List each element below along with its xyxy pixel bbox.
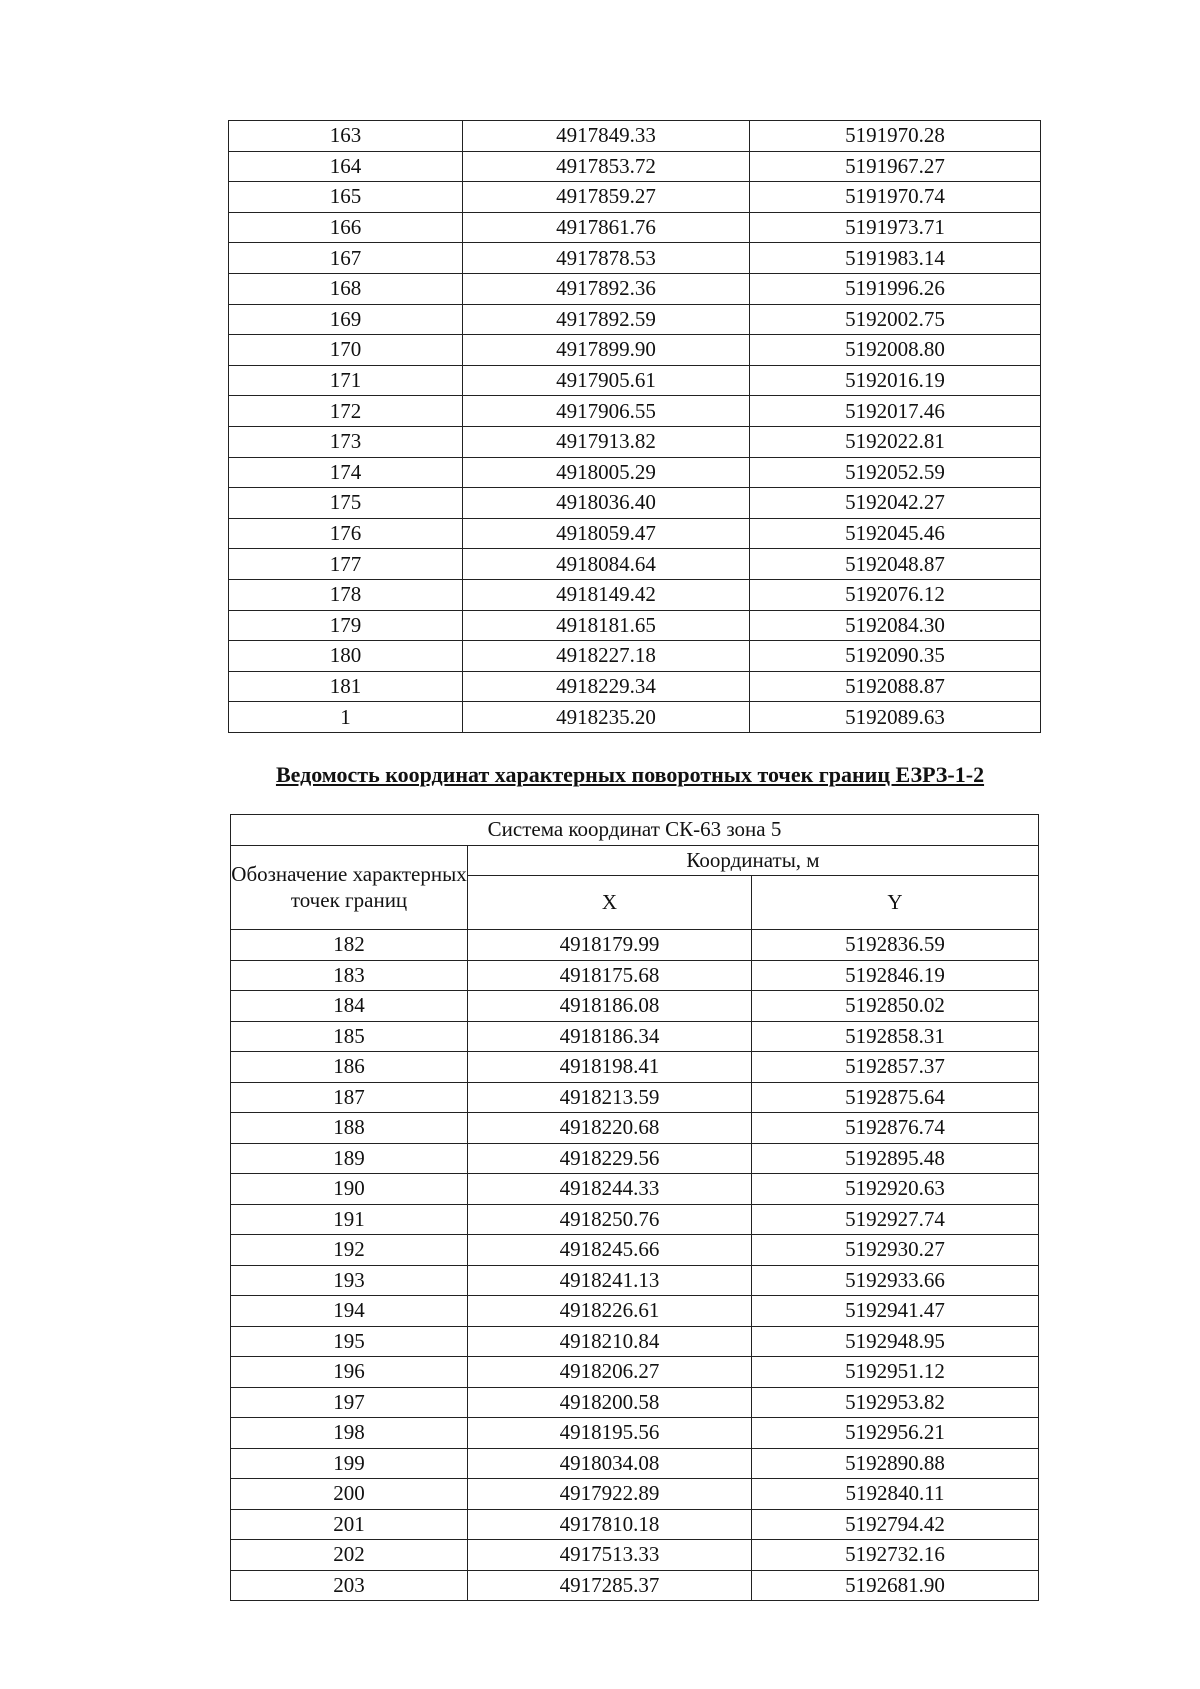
- table-row: [229, 457, 1041, 488]
- point-cell: 172: [229, 396, 463, 427]
- x-cell: 4918175.68: [468, 960, 752, 991]
- point-cell: 163: [229, 121, 463, 152]
- x-cell: 4918200.58: [468, 1387, 752, 1418]
- table-row: [231, 1418, 1039, 1449]
- x-cell: 4918181.65: [463, 610, 750, 641]
- point-cell: 167: [229, 243, 463, 274]
- point-cell: 203: [231, 1570, 468, 1601]
- table-row: [231, 1540, 1039, 1571]
- point-cell: 178: [229, 579, 463, 610]
- point-cell: 198: [231, 1418, 468, 1449]
- x-cell: 4918034.08: [468, 1448, 752, 1479]
- x-cell: 4918179.99: [468, 930, 752, 961]
- x-cell: 4918005.29: [463, 457, 750, 488]
- table-row: [231, 1174, 1039, 1205]
- y-cell: 5192008.80: [750, 335, 1041, 366]
- point-cell: 181: [229, 671, 463, 702]
- x-cell: 4918226.61: [468, 1296, 752, 1327]
- table-row: [231, 1052, 1039, 1083]
- x-cell: 4918227.18: [463, 641, 750, 672]
- point-cell: 197: [231, 1387, 468, 1418]
- point-cell: 191: [231, 1204, 468, 1235]
- x-cell: 4918229.56: [468, 1143, 752, 1174]
- table-row: [229, 243, 1041, 274]
- coordinates-header: Координаты, м: [468, 845, 1039, 876]
- table-row: [229, 702, 1041, 733]
- y-cell: 5192876.74: [752, 1113, 1039, 1144]
- y-cell: 5192951.12: [752, 1357, 1039, 1388]
- table-row: [231, 1387, 1039, 1418]
- table-row: [231, 930, 1039, 961]
- x-cell: 4918036.40: [463, 488, 750, 519]
- x-cell: 4917810.18: [468, 1509, 752, 1540]
- table2-body: [231, 930, 1039, 1601]
- point-cell: 187: [231, 1082, 468, 1113]
- point-cell: 189: [231, 1143, 468, 1174]
- y-cell: 5192956.21: [752, 1418, 1039, 1449]
- table-row: [231, 1235, 1039, 1266]
- table-row: [229, 426, 1041, 457]
- y-cell: 5192002.75: [750, 304, 1041, 335]
- y-cell: 5192890.88: [752, 1448, 1039, 1479]
- point-cell: 183: [231, 960, 468, 991]
- point-cell: 186: [231, 1052, 468, 1083]
- point-cell: 171: [229, 365, 463, 396]
- table-row: [231, 1448, 1039, 1479]
- point-cell: 201: [231, 1509, 468, 1540]
- point-cell: 164: [229, 151, 463, 182]
- table-row: [229, 579, 1041, 610]
- point-cell: 199: [231, 1448, 468, 1479]
- table-row: [229, 212, 1041, 243]
- y-cell: 5192088.87: [750, 671, 1041, 702]
- table-row: [231, 991, 1039, 1022]
- x-cell: 4918084.64: [463, 549, 750, 580]
- point-cell: 170: [229, 335, 463, 366]
- table-row: [231, 1204, 1039, 1235]
- x-cell: 4918186.34: [468, 1021, 752, 1052]
- section-heading: Ведомость координат характерных поворотных точек границ ЕЗРЗ-1-2: [275, 762, 985, 787]
- y-cell: 5192836.59: [752, 930, 1039, 961]
- y-cell: 5192948.95: [752, 1326, 1039, 1357]
- y-cell: 5192846.19: [752, 960, 1039, 991]
- table-row: [229, 365, 1041, 396]
- table-row: [231, 1143, 1039, 1174]
- x-cell: 4918059.47: [463, 518, 750, 549]
- x-cell: 4918244.33: [468, 1174, 752, 1205]
- x-header: X: [468, 876, 752, 930]
- x-cell: 4918241.13: [468, 1265, 752, 1296]
- y-cell: 5192858.31: [752, 1021, 1039, 1052]
- x-cell: 4917878.53: [463, 243, 750, 274]
- y-header: Y: [752, 876, 1039, 930]
- point-cell: 177: [229, 549, 463, 580]
- x-cell: 4918235.20: [463, 702, 750, 733]
- y-cell: 5192857.37: [752, 1052, 1039, 1083]
- point-cell: 192: [231, 1235, 468, 1266]
- y-cell: 5191996.26: [750, 273, 1041, 304]
- x-cell: 4918250.76: [468, 1204, 752, 1235]
- x-cell: 4917853.72: [463, 151, 750, 182]
- point-cell: 196: [231, 1357, 468, 1388]
- point-cell: 166: [229, 212, 463, 243]
- table-row: [231, 1296, 1039, 1327]
- table-row: [231, 1357, 1039, 1388]
- table-row: [229, 182, 1041, 213]
- point-cell: 200: [231, 1479, 468, 1510]
- table-row: [229, 304, 1041, 335]
- x-cell: 4918220.68: [468, 1113, 752, 1144]
- x-cell: 4917906.55: [463, 396, 750, 427]
- y-cell: 5192875.64: [752, 1082, 1039, 1113]
- table-row: [231, 1265, 1039, 1296]
- x-cell: 4917849.33: [463, 121, 750, 152]
- y-cell: 5192045.46: [750, 518, 1041, 549]
- y-cell: 5192840.11: [752, 1479, 1039, 1510]
- y-cell: 5192681.90: [752, 1570, 1039, 1601]
- x-cell: 4917899.90: [463, 335, 750, 366]
- table-row: [231, 1113, 1039, 1144]
- y-cell: 5192920.63: [752, 1174, 1039, 1205]
- point-cell: 195: [231, 1326, 468, 1357]
- table-row: [231, 1570, 1039, 1601]
- y-cell: 5192089.63: [750, 702, 1041, 733]
- table-row: [231, 1021, 1039, 1052]
- y-cell: 5192930.27: [752, 1235, 1039, 1266]
- point-cell: 182: [231, 930, 468, 961]
- table-row: [229, 518, 1041, 549]
- y-cell: 5191970.28: [750, 121, 1041, 152]
- point-cell: 176: [229, 518, 463, 549]
- x-cell: 4917913.82: [463, 426, 750, 457]
- point-cell: 179: [229, 610, 463, 641]
- point-cell: 184: [231, 991, 468, 1022]
- point-cell: 190: [231, 1174, 468, 1205]
- y-cell: 5192042.27: [750, 488, 1041, 519]
- x-cell: 4917859.27: [463, 182, 750, 213]
- y-cell: 5192022.81: [750, 426, 1041, 457]
- y-cell: 5191967.27: [750, 151, 1041, 182]
- x-cell: 4917892.59: [463, 304, 750, 335]
- table-row: [231, 960, 1039, 991]
- y-cell: 5191970.74: [750, 182, 1041, 213]
- x-cell: 4918195.56: [468, 1418, 752, 1449]
- x-cell: 4918229.34: [463, 671, 750, 702]
- y-cell: 5192016.19: [750, 365, 1041, 396]
- table-row: [229, 273, 1041, 304]
- x-cell: 4917861.76: [463, 212, 750, 243]
- x-cell: 4918186.08: [468, 991, 752, 1022]
- point-cell: 173: [229, 426, 463, 457]
- coordinates-table-continued: [228, 120, 1041, 733]
- table-row: [229, 335, 1041, 366]
- x-cell: 4918149.42: [463, 579, 750, 610]
- y-cell: 5192732.16: [752, 1540, 1039, 1571]
- y-cell: 5192052.59: [750, 457, 1041, 488]
- point-cell: 168: [229, 273, 463, 304]
- point-cell: 185: [231, 1021, 468, 1052]
- y-cell: 5192076.12: [750, 579, 1041, 610]
- x-cell: 4917922.89: [468, 1479, 752, 1510]
- table-row: [231, 1326, 1039, 1357]
- table-row: [229, 641, 1041, 672]
- x-cell: 4918245.66: [468, 1235, 752, 1266]
- y-cell: 5192895.48: [752, 1143, 1039, 1174]
- y-cell: 5192933.66: [752, 1265, 1039, 1296]
- y-cell: 5192084.30: [750, 610, 1041, 641]
- x-cell: 4917513.33: [468, 1540, 752, 1571]
- x-cell: 4917285.37: [468, 1570, 752, 1601]
- point-cell: 174: [229, 457, 463, 488]
- table-row: [231, 1509, 1039, 1540]
- point-cell: 188: [231, 1113, 468, 1144]
- table-row: [231, 1479, 1039, 1510]
- table-row: [229, 151, 1041, 182]
- table-row: [229, 121, 1041, 152]
- x-cell: 4918213.59: [468, 1082, 752, 1113]
- y-cell: 5192953.82: [752, 1387, 1039, 1418]
- point-cell: 175: [229, 488, 463, 519]
- y-cell: 5192927.74: [752, 1204, 1039, 1235]
- y-cell: 5191983.14: [750, 243, 1041, 274]
- coordinates-table: [230, 814, 1039, 1601]
- table-row: [229, 488, 1041, 519]
- point-cell: 1: [229, 702, 463, 733]
- y-cell: 5191973.71: [750, 212, 1041, 243]
- y-cell: 5192048.87: [750, 549, 1041, 580]
- point-cell: 194: [231, 1296, 468, 1327]
- x-cell: 4918198.41: [468, 1052, 752, 1083]
- table-row: [231, 1082, 1039, 1113]
- y-cell: 5192090.35: [750, 641, 1041, 672]
- table-row: [229, 610, 1041, 641]
- y-cell: 5192941.47: [752, 1296, 1039, 1327]
- table1-body: [229, 121, 1041, 733]
- point-cell: 180: [229, 641, 463, 672]
- table-row: [229, 671, 1041, 702]
- x-cell: 4918210.84: [468, 1326, 752, 1357]
- point-designation-header: Обозначение характерных точек границ: [231, 845, 468, 930]
- y-cell: 5192017.46: [750, 396, 1041, 427]
- y-cell: 5192794.42: [752, 1509, 1039, 1540]
- x-cell: 4918206.27: [468, 1357, 752, 1388]
- point-cell: 165: [229, 182, 463, 213]
- y-cell: 5192850.02: [752, 991, 1039, 1022]
- x-cell: 4917905.61: [463, 365, 750, 396]
- coordinate-system-header: Система координат СК-63 зона 5: [231, 815, 1039, 846]
- table-row: [229, 549, 1041, 580]
- point-cell: 193: [231, 1265, 468, 1296]
- table-row: [229, 396, 1041, 427]
- point-cell: 202: [231, 1540, 468, 1571]
- x-cell: 4917892.36: [463, 273, 750, 304]
- point-cell: 169: [229, 304, 463, 335]
